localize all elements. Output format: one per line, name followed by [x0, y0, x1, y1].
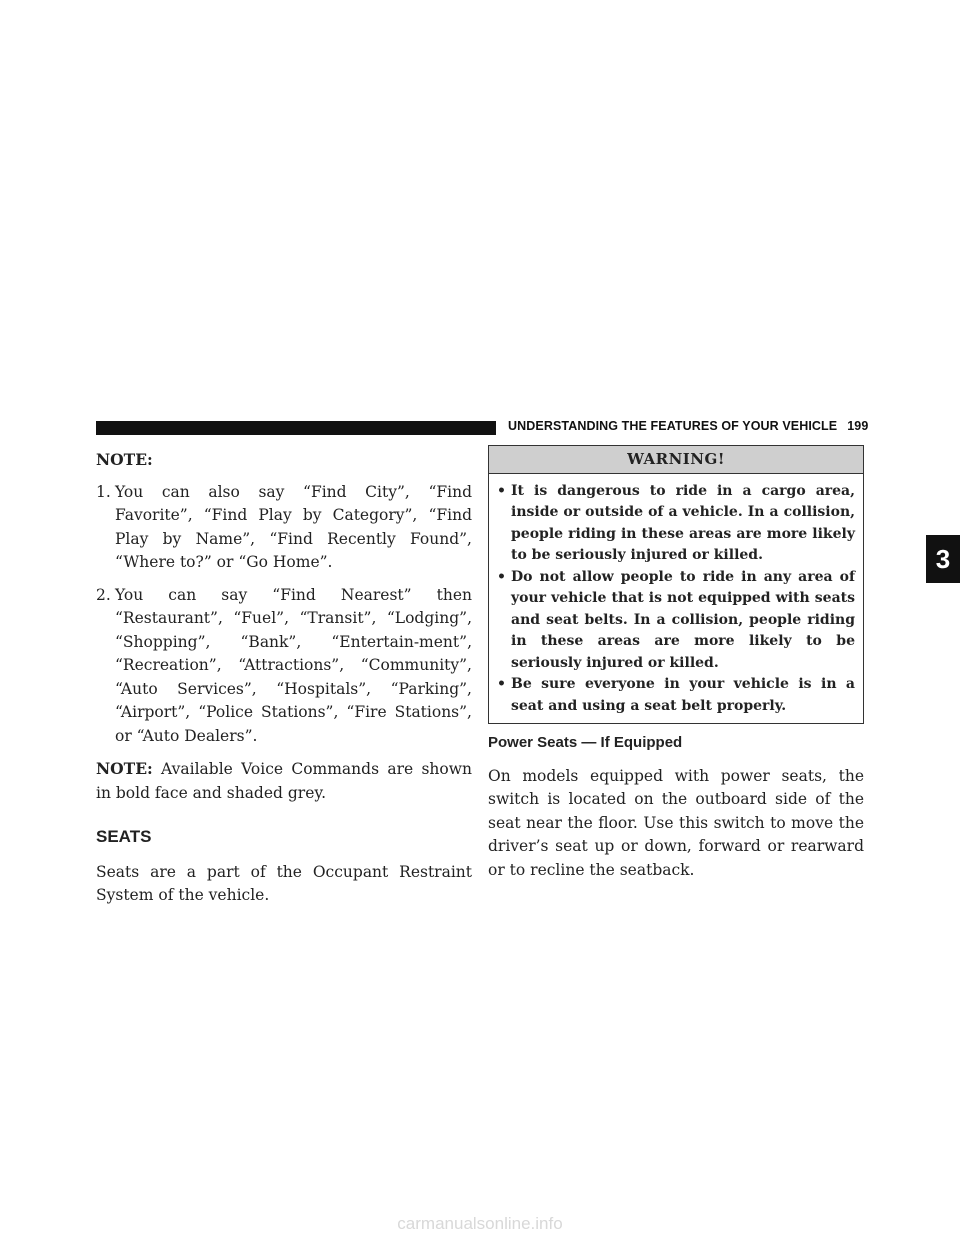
warning-item [497, 481, 855, 567]
list-item [96, 584, 472, 749]
chapter-tab: 3 [926, 535, 960, 583]
list-text: You can also say “Find City”, “Find Favorite”, “Find Play by Category”, “Find Play by Name”, “Find Recently Found”, “Where to?” or “Go Home”. [115, 482, 472, 571]
seats-heading: SEATS [96, 827, 152, 846]
warning-title: WARNING! [489, 446, 863, 474]
right-column [488, 445, 864, 882]
note-paragraph [96, 757, 472, 805]
list-text: You can say “Find Nearest” then “Restaurant”, “Fuel”, “Transit”, “Lodging”, “Shopping”, “Bank”, “Entertain-ment”, “Recreation”, “Attractions”, “Community”, “Auto Services”, “Hospitals”, “Parking”, “Airport”, “Police Stations”, “Fire Stations”, or “Auto Dealers”. [115, 585, 472, 745]
warning-text: Do not allow people to ride in any area of your vehicle that is not equipped with seats and seat belts. In a collision, people riding in these areas are more likely to be seriously injured or killed. [511, 568, 855, 671]
page-header [508, 419, 868, 433]
page-number: 199 [847, 419, 869, 433]
list-number: 1. [96, 482, 111, 501]
bullet-icon: • [497, 568, 506, 585]
warning-text: It is dangerous to ride in a cargo area, inside or outside of a vehicle. In a collision, people riding in these areas are more likely to be seriously injured or killed. [511, 482, 855, 563]
warning-item [497, 567, 855, 675]
power-seats-heading: Power Seats — If Equipped [488, 734, 683, 751]
seats-paragraph: Seats are a part of the Occupant Restraint System of the vehicle. [96, 862, 472, 904]
warning-item [497, 674, 855, 717]
left-column [96, 448, 472, 908]
note-title: NOTE: [96, 450, 153, 469]
bullet-icon: • [497, 482, 506, 499]
header-rule [96, 421, 496, 435]
voice-command-list [96, 481, 472, 749]
note-text: Available Voice Commands are shown in bold face and shaded grey. [96, 760, 472, 802]
power-seats-paragraph: On models equipped with power seats, the switch is located on the outboard side of the seat near the floor. Use this switch to move the driver’s seat up or down, forward or rearward or to recline the seatback. [488, 766, 864, 879]
warning-body [489, 474, 863, 724]
watermark-link[interactable]: carmanualsonline.info [397, 1214, 563, 1233]
bullet-icon: • [497, 676, 506, 692]
warning-text: Be sure everyone in your vehicle is in a seat and using a seat belt properly. [511, 676, 855, 714]
note-label: NOTE: [96, 759, 153, 778]
warning-box [488, 445, 864, 724]
list-number: 2. [96, 585, 111, 604]
section-title: UNDERSTANDING THE FEATURES OF YOUR VEHICLE [508, 419, 838, 433]
list-item [96, 481, 472, 575]
